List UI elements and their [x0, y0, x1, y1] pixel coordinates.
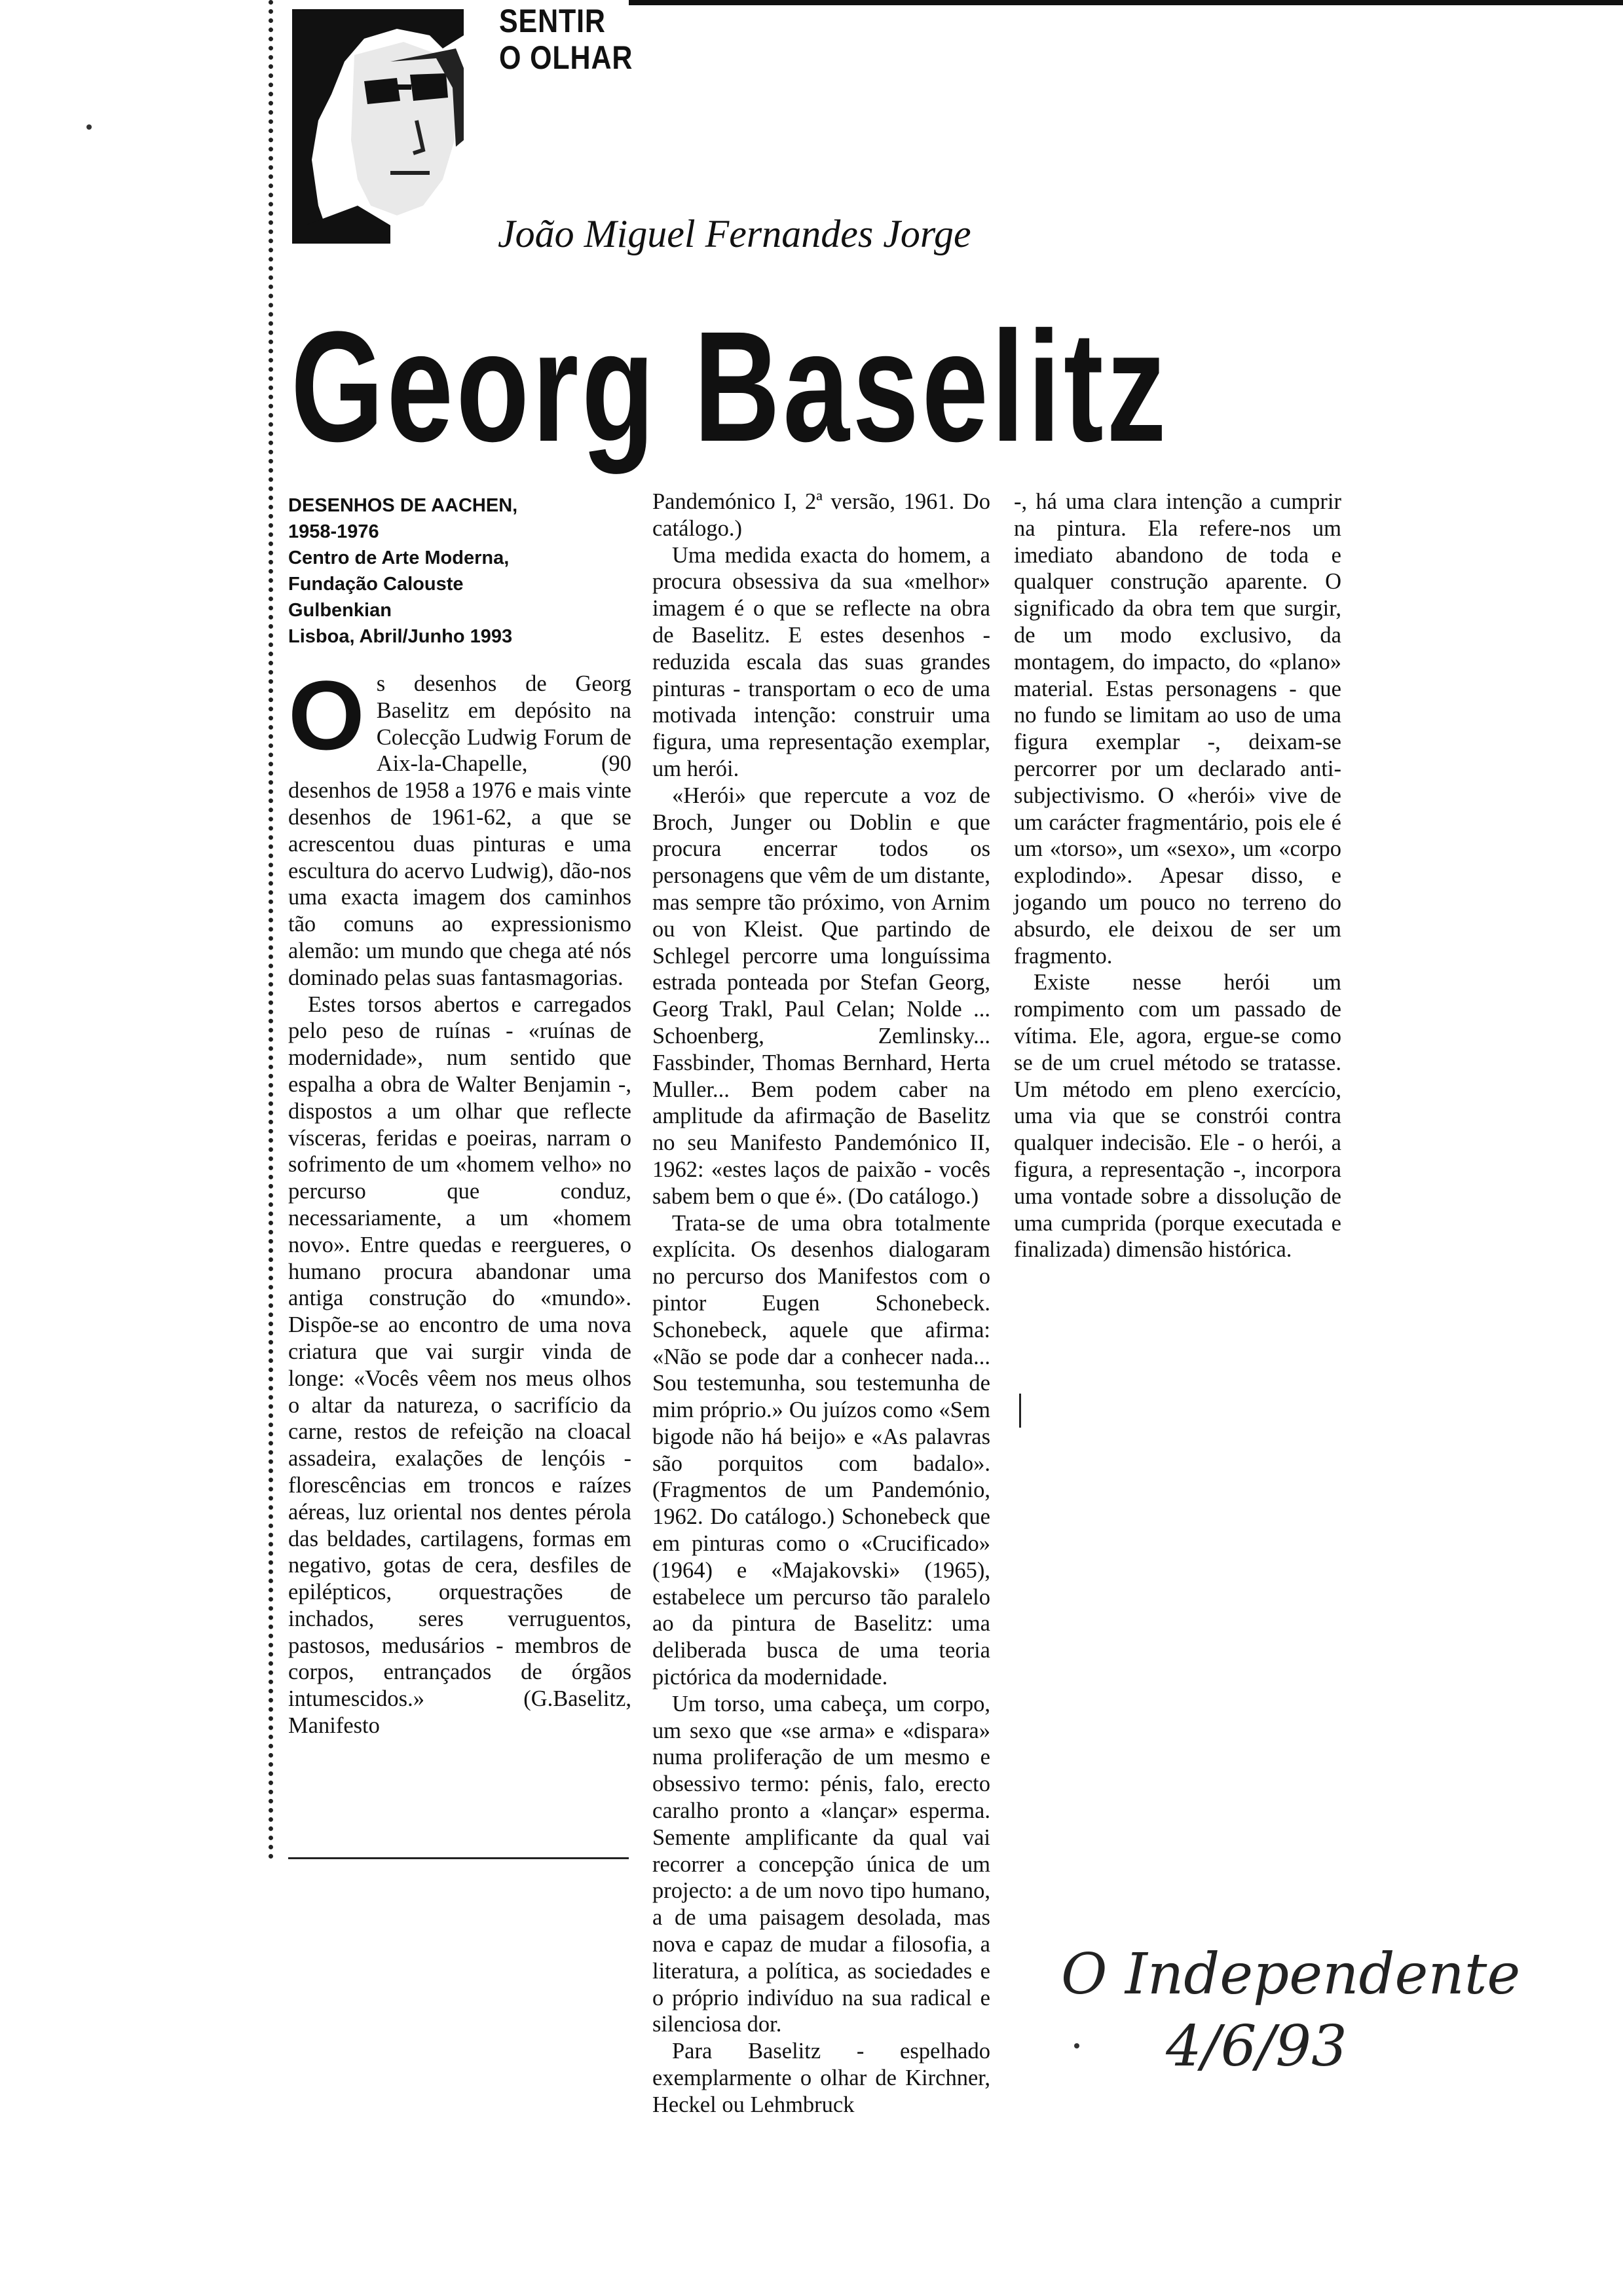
- paragraph: Trata-se de uma obra totalmente explícita. Os desenhos dialogaram no percurso dos Manifestos com o pintor Eugen Schonebeck. Schonebeck, aquele que afirma: «Não se pode dar a conhecer nada... Sou testemunha, sou testemunha de mim próprio.» Ou juízos como «Sem bigode não há beijo» e «As palavras são porquitos com badalo». (Fragmentos de um Pandemónio, 1962. Do catálogo.) Schonebeck que em pinturas como o «Crucificado» (1964) e «Majakovski» (1965), estabelece um percurso tão paralelo ao da pintura de Baselitz: uma deliberada busca de uma teoria pictórica da modernidade.: [652, 1210, 990, 1690]
- handwritten-note: [1061, 1938, 1520, 2083]
- column-end-rule: [288, 1857, 629, 1859]
- paragraph: «Herói» que repercute a voz de Broch, Junger ou Doblin e que procura encerrar todos os personagens que vêm de um distante, mas sempre tão próximo, von Arnim ou von Kleist. Que partindo de Schlegel percorre uma longuíssima estrada ponteada por Stefan Georg, Georg Trakl, Paul Celan; Nolde ... Schoenberg, Zemlinsky... Fassbinder, Thomas Bernhard, Herta Muller... Bem podem caber na amplitude da afirmação de Baselitz no seu Manifesto Pandemónico II, 1962: «estes laços de paixão - vocês sabem bem o que é». (Do catálogo.): [652, 783, 990, 1209]
- top-rule: [629, 0, 1623, 5]
- handwritten-date: 4/6/93: [1166, 2014, 1347, 2079]
- exhibition-info: [288, 492, 596, 650]
- paragraph: -, há uma clara intenção a cumprir na pintura. Ela refere-nos um imediato abandono de toda e qualquer construção aparente. O significado da obra tem que surgir, de um modo exclusivo, da montagem, do impacto, do «plano» material. Estas personagens - que no fundo se limitam ao uso de uma figura exemplar -, deixam-se percorrer por um declarado anti-subjectivismo. O «herói» vive de um carácter fragmentário, pois ele é um «torso», um «sexo», um «corpo explodindo». Apesar disso, e jogando um pouco no terreno do absurdo, ele deixou de ser um fragmento.: [1014, 489, 1341, 969]
- paragraph: s desenhos de Georg Baselitz em depósito na Colecção Ludwig Forum de Aix-la-Chapelle, (90 desenhos de 1958 a 1976 e mais vinte desenhos de 1961-62, a que se acrescentou duas pinturas e uma escultura do acervo Ludwig), dão-nos uma exacta imagem dos caminhos tão comuns ao expressionismo alemão: um mundo que chega até nós dominado pelas suas fantasmagorias.: [288, 671, 631, 990]
- column-title-line-2: O OLHAR: [499, 39, 633, 76]
- handwritten-source: O Independente: [1061, 1942, 1521, 2007]
- paragraph: Existe nesse herói um rompimento com um passado de vítima. Ele, agora, ergue-se como se de um cruel método se tratasse. Um método em pleno exercício, uma via que se constrói contra qualquer indecisão. Ele - o herói, a figura, a representação -, incorpora uma vontade sobre a dissolução de uma cumprida (porque executada e finalizada) dimensão histórica.: [1014, 970, 1341, 1263]
- article-column-1: [288, 660, 631, 1739]
- scan-speck: [1074, 2043, 1079, 2048]
- info-line: Centro de Arte Moderna,: [288, 547, 510, 568]
- info-line: DESENHOS DE AACHEN,: [288, 495, 518, 516]
- paragraph: Para Baselitz - espelhado exemplarmente o olhar de Kirchner, Heckel ou Lehmbruck: [652, 2039, 990, 2117]
- column-title-line-1: SENTIR: [499, 3, 606, 39]
- scan-speck: [86, 124, 92, 130]
- paragraph: Um torso, uma cabeça, um corpo, um sexo que «se arma» e «dispara» numa proliferação de um mesmo e obsessivo termo: pénis, falo, erecto caralho pronto a «lançar» esperma. Semente amplificante da qual vai recorrer a concepção única de um projecto: a de um novo tipo humano, a de uma paisagem desolada, mas nova e capaz de mudar a filosofia, a literatura, a política, as sociedades e o próprio indivíduo na sua radical e silenciosa dor.: [652, 1691, 990, 2037]
- info-line: Fundação Calouste: [288, 574, 464, 595]
- paragraph: Uma medida exacta do homem, a procura obsessiva da sua «melhor» imagem é o que se reflecte na obra de Baselitz. E estes desenhos - reduzida escala das suas grandes pinturas - transportam o eco de uma motivada intenção: construir uma figura, uma representação exemplar, um herói.: [652, 542, 990, 781]
- info-line: Gulbenkian: [288, 600, 392, 621]
- paragraph: Pandemónico I, 2ª versão, 1961. Do catálogo.): [652, 489, 990, 541]
- info-line: 1958-1976: [288, 521, 379, 542]
- dotted-margin-line: [269, 0, 273, 1860]
- drop-cap: O: [288, 660, 365, 770]
- info-line: Lisboa, Abril/Junho 1993: [288, 626, 513, 647]
- headline: Georg Baselitz: [291, 299, 1169, 474]
- article-column-3: [1014, 489, 1341, 1263]
- paragraph: Estes torsos abertos e carregados pelo peso de ruínas - «ruínas de modernidade», num sentido que espalha a obra de Walter Benjamin -, dispostos a um olhar que reflecte vísceras, feridas e poeiras, narram o sofrimento de um «homem velho» no percurso que conduz, necessariamente, a um «homem novo». Entre quedas e reergueres, o humano procura abandonar uma antiga construção do «mundo». Dispõe-se ao encontro de uma nova criatura que vai surgir vinda de longe: «Vocês vêem nos meus olhos o altar da natureza, o sacrifício da carne, restos de refeição na cloacal assadeira, exalações de lençóis - florescências em troncos e raízes aéreas, luz oriental nos dentes pérola das beldades, cartilagens, formas em negativo, gotas de cera, desfiles de epilépticos, orquestrações de inchados, seres verruguentos, pastosos, medusários - membros de corpos, entrançados de órgãos intumescidos.» (G.Baselitz, Manifesto: [288, 991, 631, 1739]
- author-name: João Miguel Fernandes Jorge: [498, 212, 971, 255]
- column-title: [499, 3, 633, 76]
- article-column-2: [652, 489, 990, 2119]
- author-photo: [292, 9, 464, 244]
- margin-mark: [1019, 1394, 1021, 1428]
